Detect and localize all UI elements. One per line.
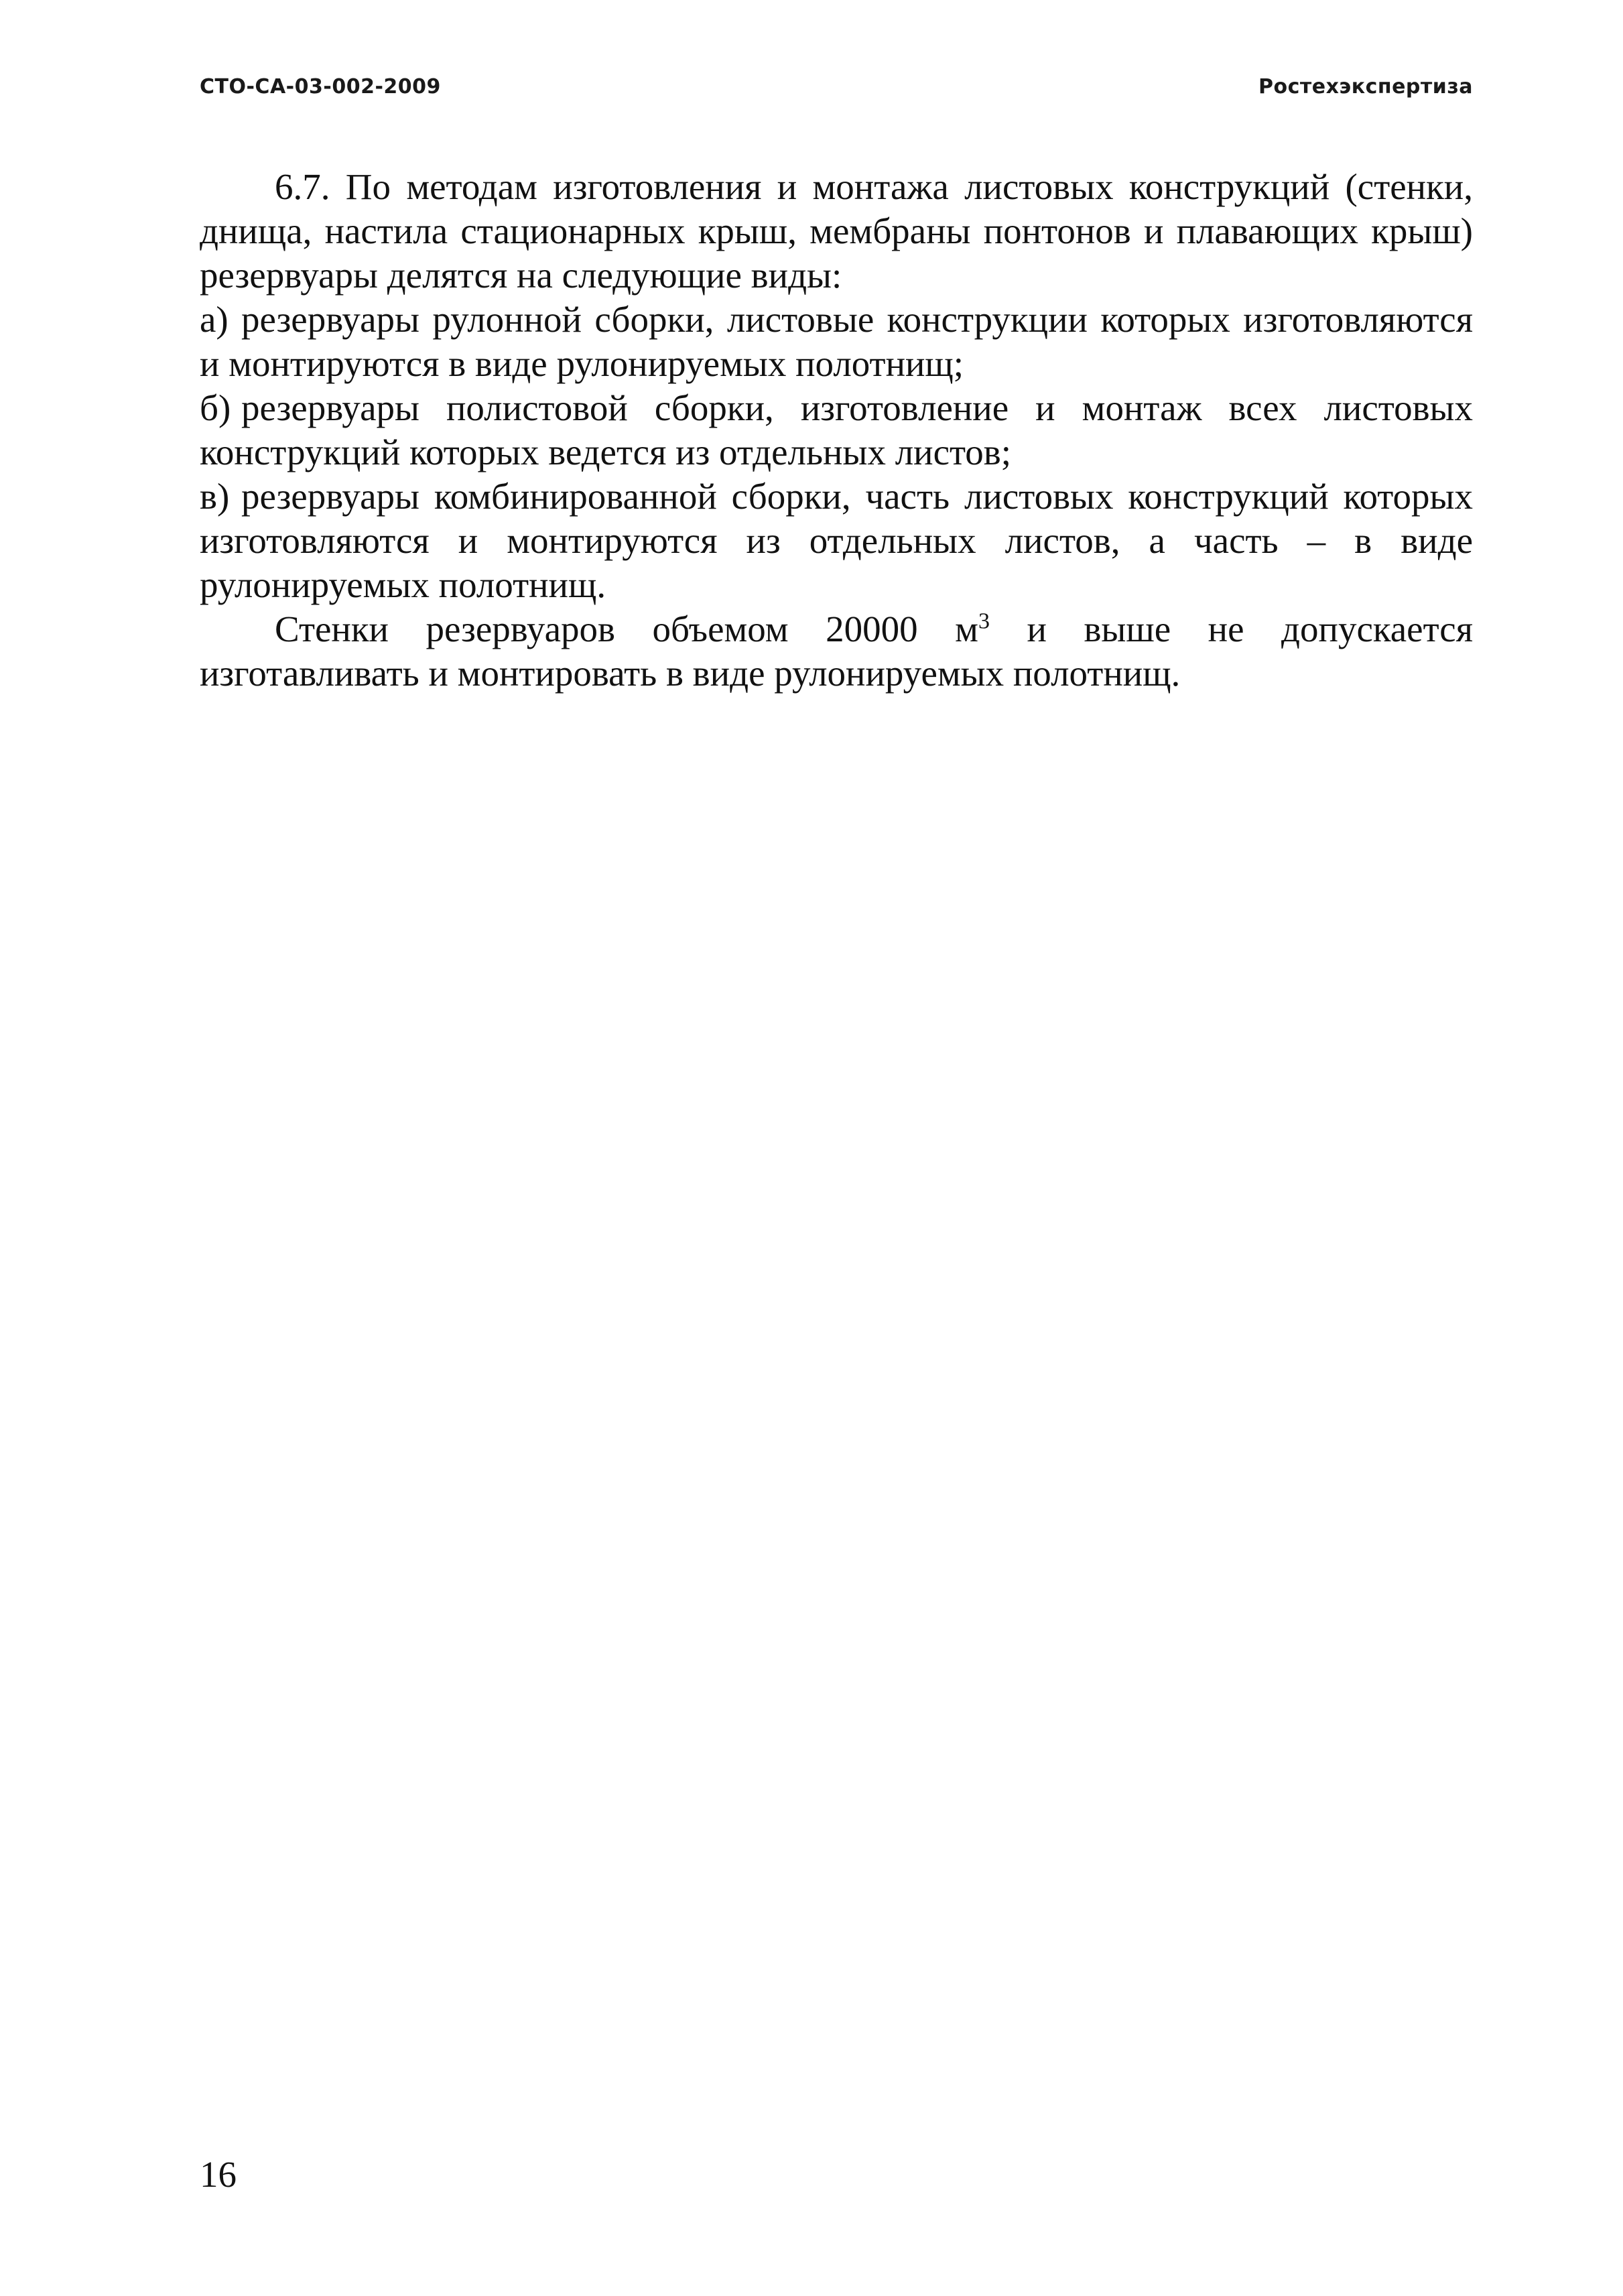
- list-text-b: резервуары полистовой сборки, изготовление и монтаж всех листовых конструкций которых ведется из отдельных листов;: [200, 387, 1473, 472]
- list-item-b: [200, 386, 1473, 474]
- document-code: СТО-СА-03-002-2009: [200, 75, 441, 99]
- page-number: 16: [200, 2154, 237, 2195]
- document-body: [200, 165, 1473, 696]
- list-item-a: [200, 298, 1473, 386]
- walls-note-text-start: Стенки резервуаров объемом 20000 м: [275, 609, 978, 649]
- walls-note-paragraph: [200, 607, 1473, 696]
- cubic-superscript: 3: [978, 609, 990, 634]
- list-marker-c: в): [200, 476, 230, 517]
- walls-note-text-end: и выше не допускается изготавливать и монтировать в виде рулонируемых полотнищ.: [200, 609, 1473, 694]
- organization-name: Ростехэкспертиза: [1258, 75, 1473, 99]
- list-marker-a: а): [200, 299, 229, 340]
- list-text-a: резервуары рулонной сборки, листовые конструкции которых изготовляются и монтируются в виде рулонируемых полотнищ;: [200, 299, 1473, 384]
- list-text-c: резервуары комбинированной сборки, часть листовых конструкций которых изготовляются и монтируются из отдельных листов, а часть – в виде рулонируемых полотнищ.: [200, 476, 1473, 605]
- list-marker-b: б): [200, 387, 231, 428]
- paragraph-6-7: 6.7. По методам изготовления и монтажа листовых конструкций (стенки, днища, настила стационарных крыш, мембраны понтонов и плавающих крыш) резервуары делятся на следующие виды:: [200, 166, 1473, 296]
- list-item-c: [200, 474, 1473, 607]
